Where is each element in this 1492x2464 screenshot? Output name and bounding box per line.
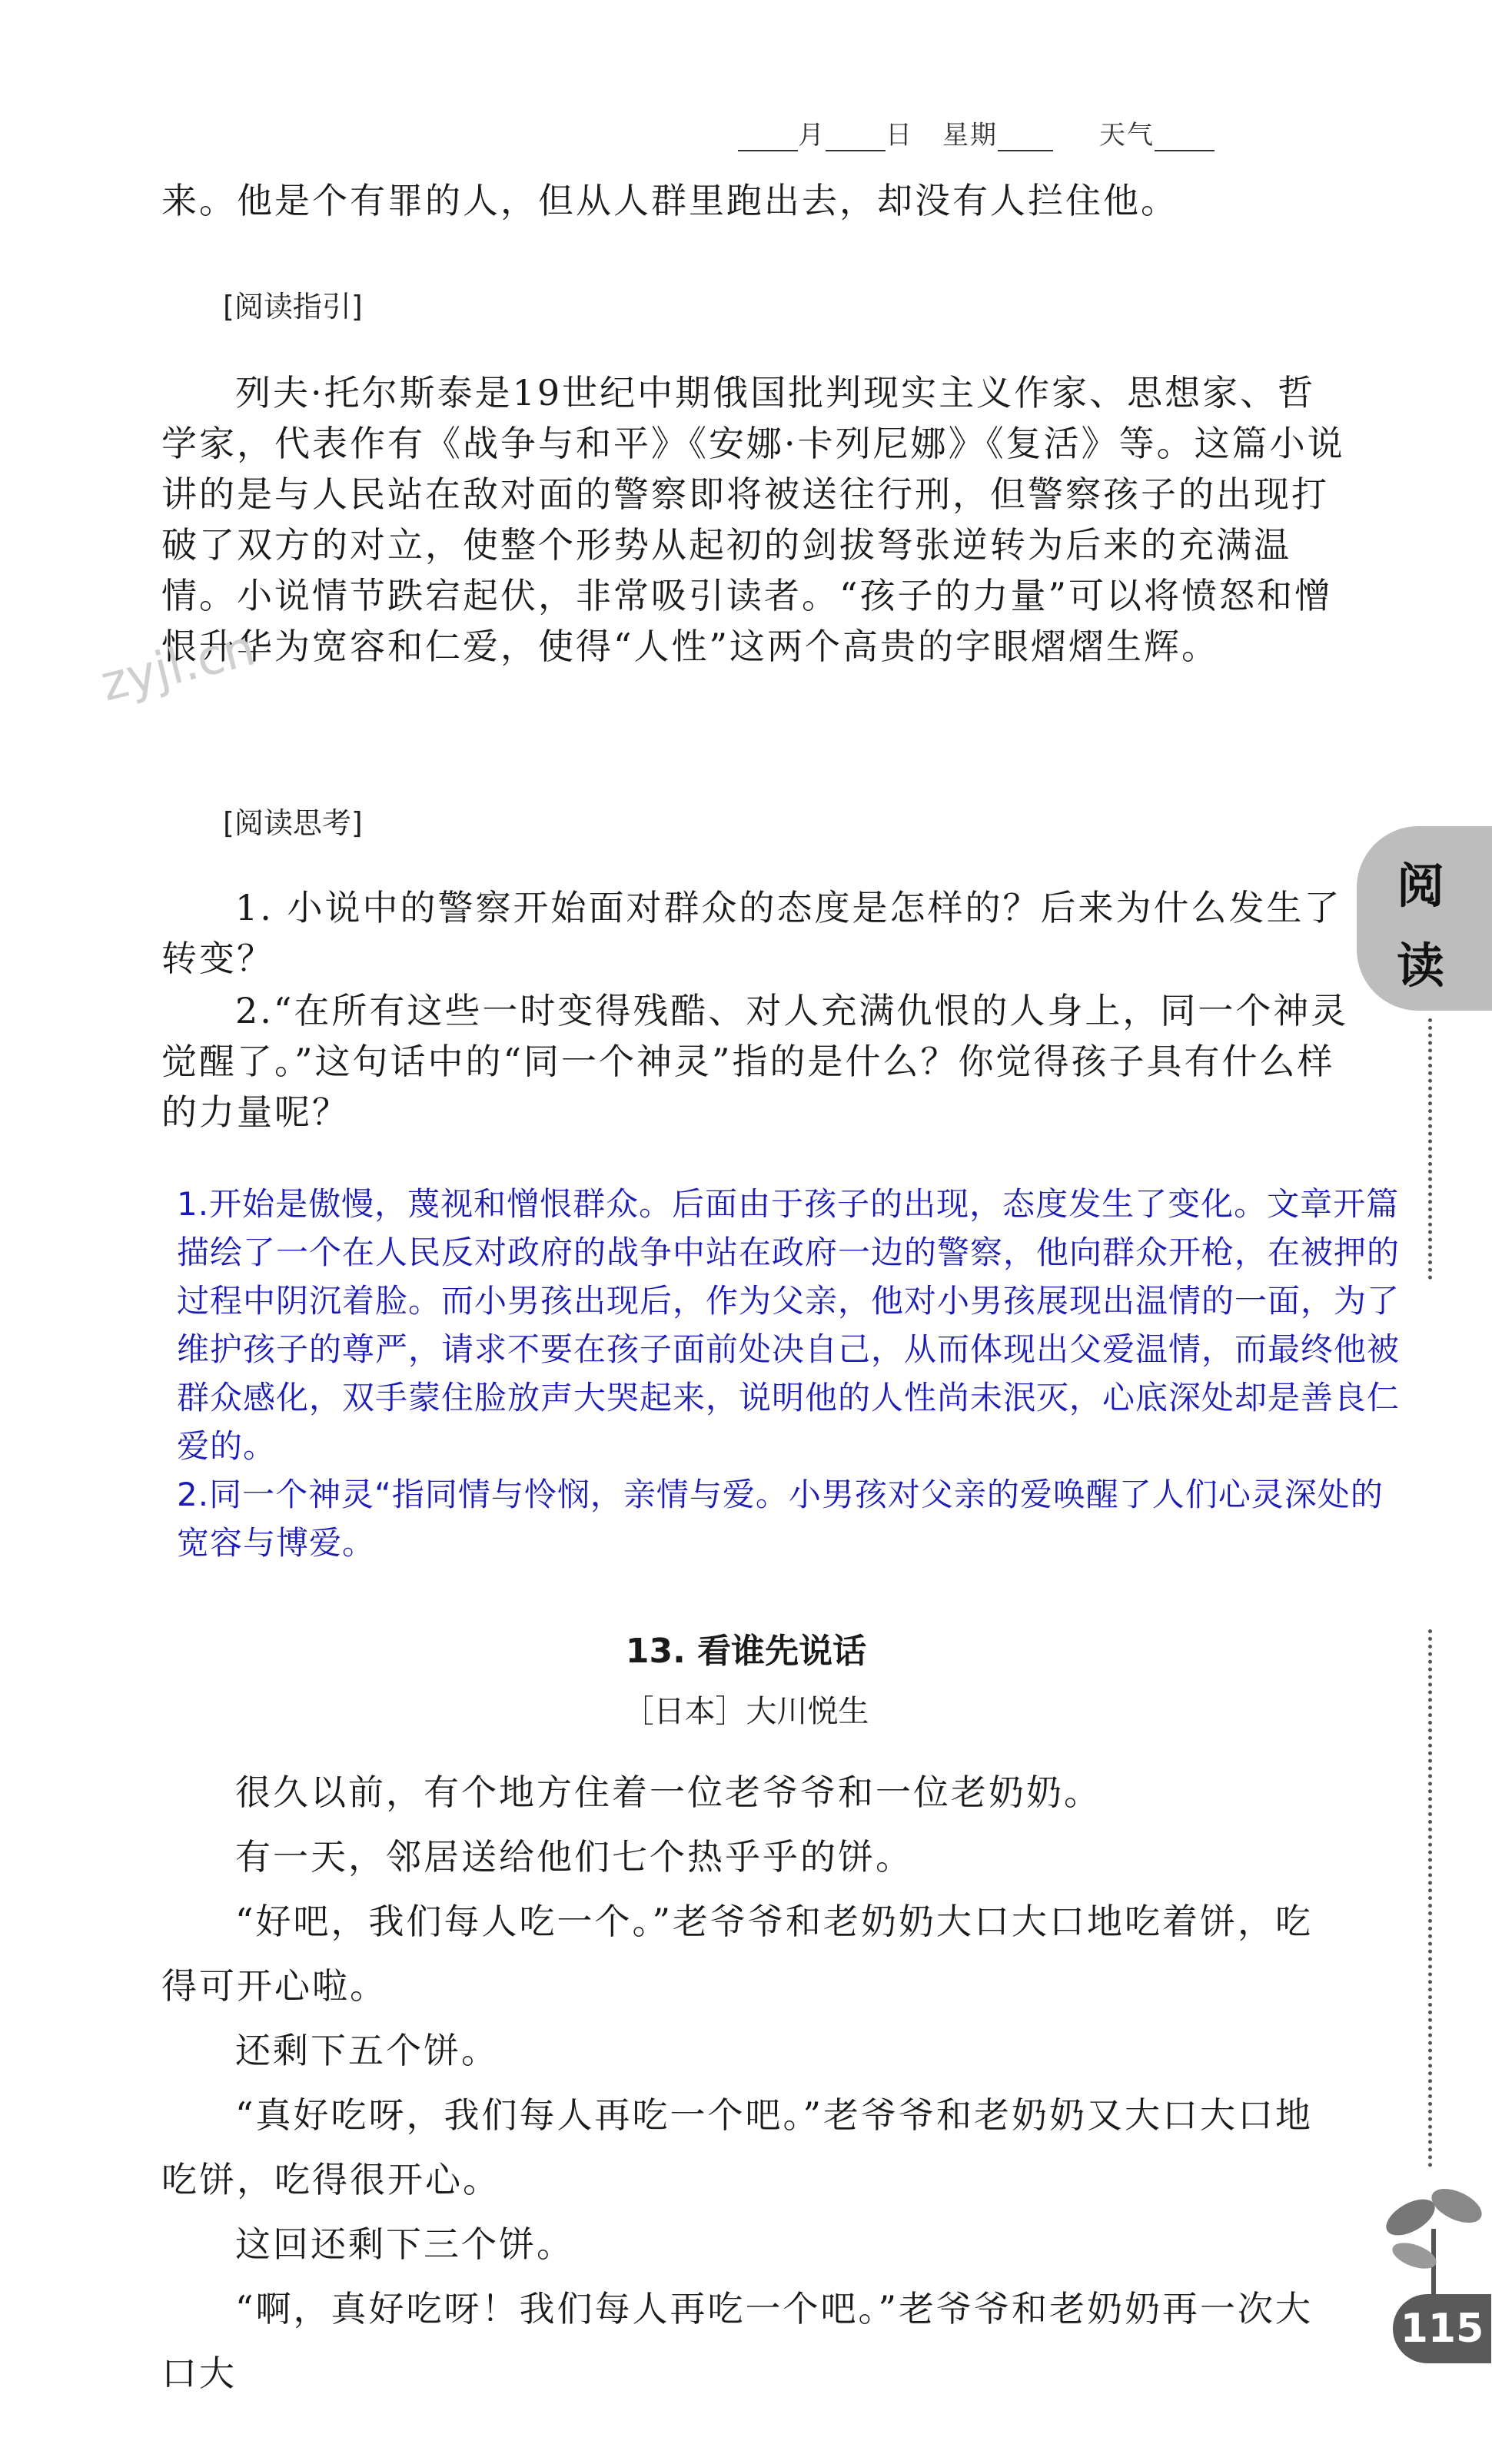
story-paragraph: “真好吃呀，我们每人再吃一个吧。”老爷爷和老奶奶又大口大口地吃饼，吃得很开心。: [161, 2094, 1314, 2200]
watermark: zyjl.cn: [95, 619, 261, 713]
margin-dotted-line: [1428, 1629, 1432, 2167]
reading-section-tab: [1357, 826, 1492, 1011]
weekday-label: 星期: [942, 120, 998, 151]
thinking-heading: [阅读思考]: [223, 806, 363, 840]
question-1: 1. 小说中的警察开始面对群众的态度是怎样的？后来为什么发生了转变？: [161, 887, 1342, 979]
margin-dotted-line: [1428, 1018, 1432, 1280]
answer-1: 1.开始是傲慢，蔑视和憎恨群众。后面由于孩子的出现，态度发生了变化。文章开篇描绘了一个在人民反对政府的战争中站在政府一边的警察，他向群众开枪，在被押的过程中阴沉着脸。而小男孩出现后，作为父亲，他对小男孩展现出温情的一面，为了维护孩子的尊严，请求不要在孩子面前处决自己，从而体现出父爱温情，而最终他被群众感化，双手蒙住脸放声大哭起来，说明他的人性尚未泯灭，心底深处却是善良仁爱的。: [177, 1185, 1401, 1465]
weekday-blank: [998, 150, 1053, 151]
weather-label: 天气: [1099, 120, 1155, 151]
story-paragraph: 还剩下五个饼。: [235, 2030, 499, 2071]
story-author: ［日本］大川悦生: [623, 1694, 869, 1729]
tab-char-2: 读: [1397, 938, 1445, 994]
answer-2: 2.同一个神灵“指同情与怜悯，亲情与爱。小男孩对父亲的爱唤醒了人们心灵深处的宽容与博爱。: [177, 1476, 1384, 1562]
page-number: 115: [1393, 2294, 1491, 2363]
handwritten-answers: [177, 1180, 1407, 1567]
story-paragraph: “啊，真好吃呀！我们每人再吃一个吧。”老爷爷和老奶奶再一次大口大: [161, 2288, 1314, 2394]
month-blank: [738, 150, 798, 151]
guide-heading: [阅读指引]: [223, 290, 363, 324]
month-label: 月: [798, 120, 826, 151]
story-paragraph: “好吧，我们每人吃一个。”老爷爷和老奶奶大口大口地吃着饼，吃得可开心啦。: [161, 1901, 1314, 2007]
date-weather-header: [738, 114, 1322, 151]
weather-blank: [1155, 150, 1215, 151]
day-label: 日: [886, 120, 913, 151]
intro-line: 来。他是个有罪的人，但从人群里跑出去，却没有人拦住他。: [161, 180, 1178, 221]
story-title: 13. 看谁先说话: [625, 1632, 867, 1671]
day-blank: [826, 150, 886, 151]
story-paragraph: 这回还剩下三个饼。: [235, 2223, 574, 2265]
story-paragraph: 有一天，邻居送给他们七个热乎乎的饼。: [235, 1836, 913, 1878]
tab-char-1: 阅: [1397, 858, 1445, 914]
story-paragraph: 很久以前，有个地方住着一位老爷爷和一位老奶奶。: [235, 1772, 1102, 1813]
guide-text: 列夫·托尔斯泰是19世纪中期俄国批判现实主义作家、思想家、哲学家，代表作有《战争与和平》《安娜·卡列尼娜》《复活》等。这篇小说讲的是与人民站在敌对面的警察即将被送往行刑，但警察孩子的出现打破了双方的对立，使整个形势从起初的剑拔弩张逆转为后来的充满温情。小说情节跌宕起伏，非常吸引读者。“孩子的力量”可以将愤怒和憎恨升华为宽容和仁爱，使得“人性”这两个高贵的字眼熠熠生辉。: [161, 372, 1345, 667]
story-body: [161, 1760, 1349, 2406]
question-2: 2.“在所有这些一时变得残酷、对人充满仇恨的人身上，同一个神灵觉醒了。”这句话中的“同一个神灵”指的是什么？你觉得孩子具有什么样的力量呢？: [161, 990, 1349, 1133]
plant-decoration-icon: [1376, 2175, 1491, 2298]
